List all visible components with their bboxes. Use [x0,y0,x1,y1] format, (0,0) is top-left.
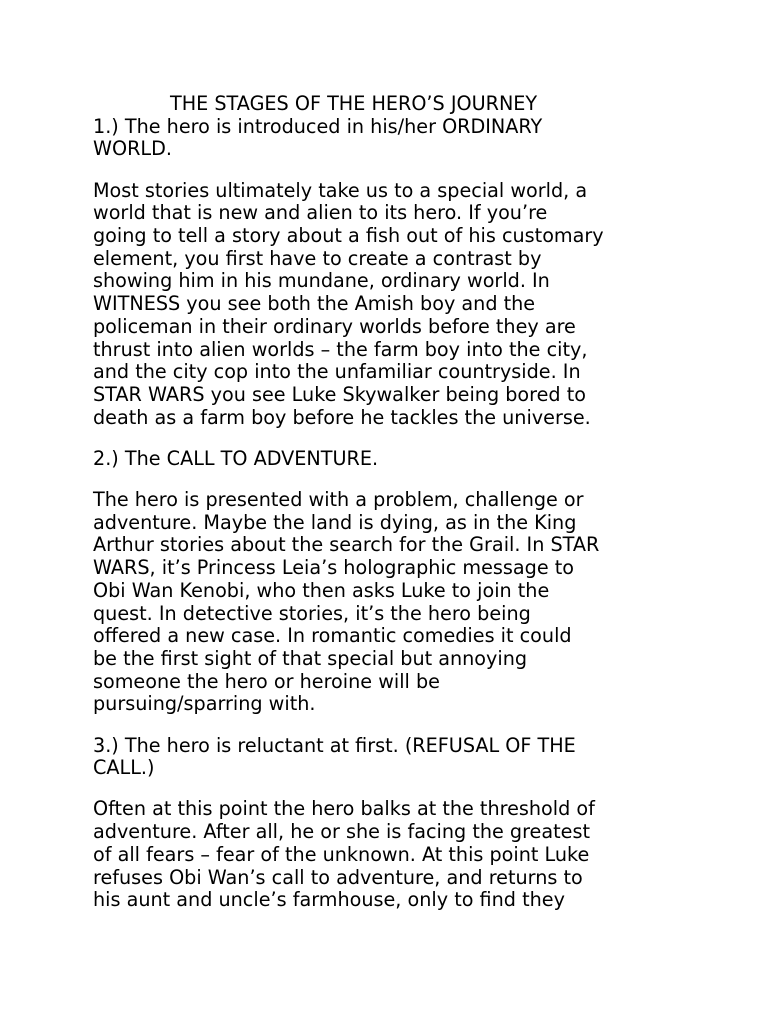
paragraph-line: his aunt and uncle’s farmhouse, only to find they [93,888,565,912]
section-2-paragraph [93,489,663,716]
section-3-paragraph [93,798,663,912]
paragraph-line: pursuing/sparring with. [93,692,316,716]
document-body [93,93,663,931]
paragraph-line: thrust into alien worlds – the farm boy into the city, [93,337,588,361]
paragraph-line: Often at this point the hero balks at the threshold of [93,797,595,821]
paragraph-line: adventure. Maybe the land is dying, as in the King [93,510,577,534]
paragraph-line: someone the hero or heroine will be [93,669,440,693]
paragraph-line: policeman in their ordinary worlds before they are [93,314,576,338]
heading-line: 1.) The hero is introduced in his/her ORDINARY [93,114,543,138]
section-1-heading [93,116,663,161]
paragraph-line: refuses Obi Wan’s call to adventure, and returns to [93,865,583,889]
heading-line: 2.) The CALL TO ADVENTURE. [93,446,379,470]
paragraph-line: STAR WARS you see Luke Skywalker being bored to [93,382,586,406]
heading-line: CALL.) [93,756,155,780]
paragraph-line: going to tell a story about a fish out of his customary [93,224,604,248]
section-2-heading [93,448,663,471]
paragraph-line: and the city cop into the unfamiliar countryside. In [93,360,581,384]
paragraph-line: showing him in his mundane, ordinary world. In [93,269,550,293]
heading-line: 3.) The hero is reluctant at first. (REFUSAL OF THE [93,733,576,757]
paragraph-line: WITNESS you see both the Amish boy and the [93,292,536,316]
paragraph-line: quest. In detective stories, it’s the hero being [93,601,531,625]
paragraph-line: world that is new and alien to its hero. If you’re [93,201,548,225]
paragraph-line: WARS, it’s Princess Leia’s holographic message to [93,556,575,580]
paragraph-line: Most stories ultimately take us to a special world, a [93,178,588,202]
paragraph-line: be the first sight of that special but annoying [93,646,528,670]
document-title: THE STAGES OF THE HERO’S JOURNEY [170,92,538,115]
section-1-paragraph [93,180,663,430]
paragraph-line: of all fears – fear of the unknown. At this point Luke [93,842,590,866]
paragraph-line: offered a new case. In romantic comedies it could [93,624,572,648]
section-3-heading [93,735,663,780]
heading-line: WORLD. [93,137,172,161]
paragraph-line: Obi Wan Kenobi, who then asks Luke to join the [93,578,550,602]
paragraph-line: The hero is presented with a problem, challenge or [93,488,584,512]
paragraph-line: death as a farm boy before he tackles the universe. [93,405,591,429]
paragraph-line: adventure. After all, he or she is facing the greatest [93,820,590,844]
paragraph-line: Arthur stories about the search for the Grail. In STAR [93,533,600,557]
paragraph-line: element, you first have to create a contrast by [93,246,542,270]
